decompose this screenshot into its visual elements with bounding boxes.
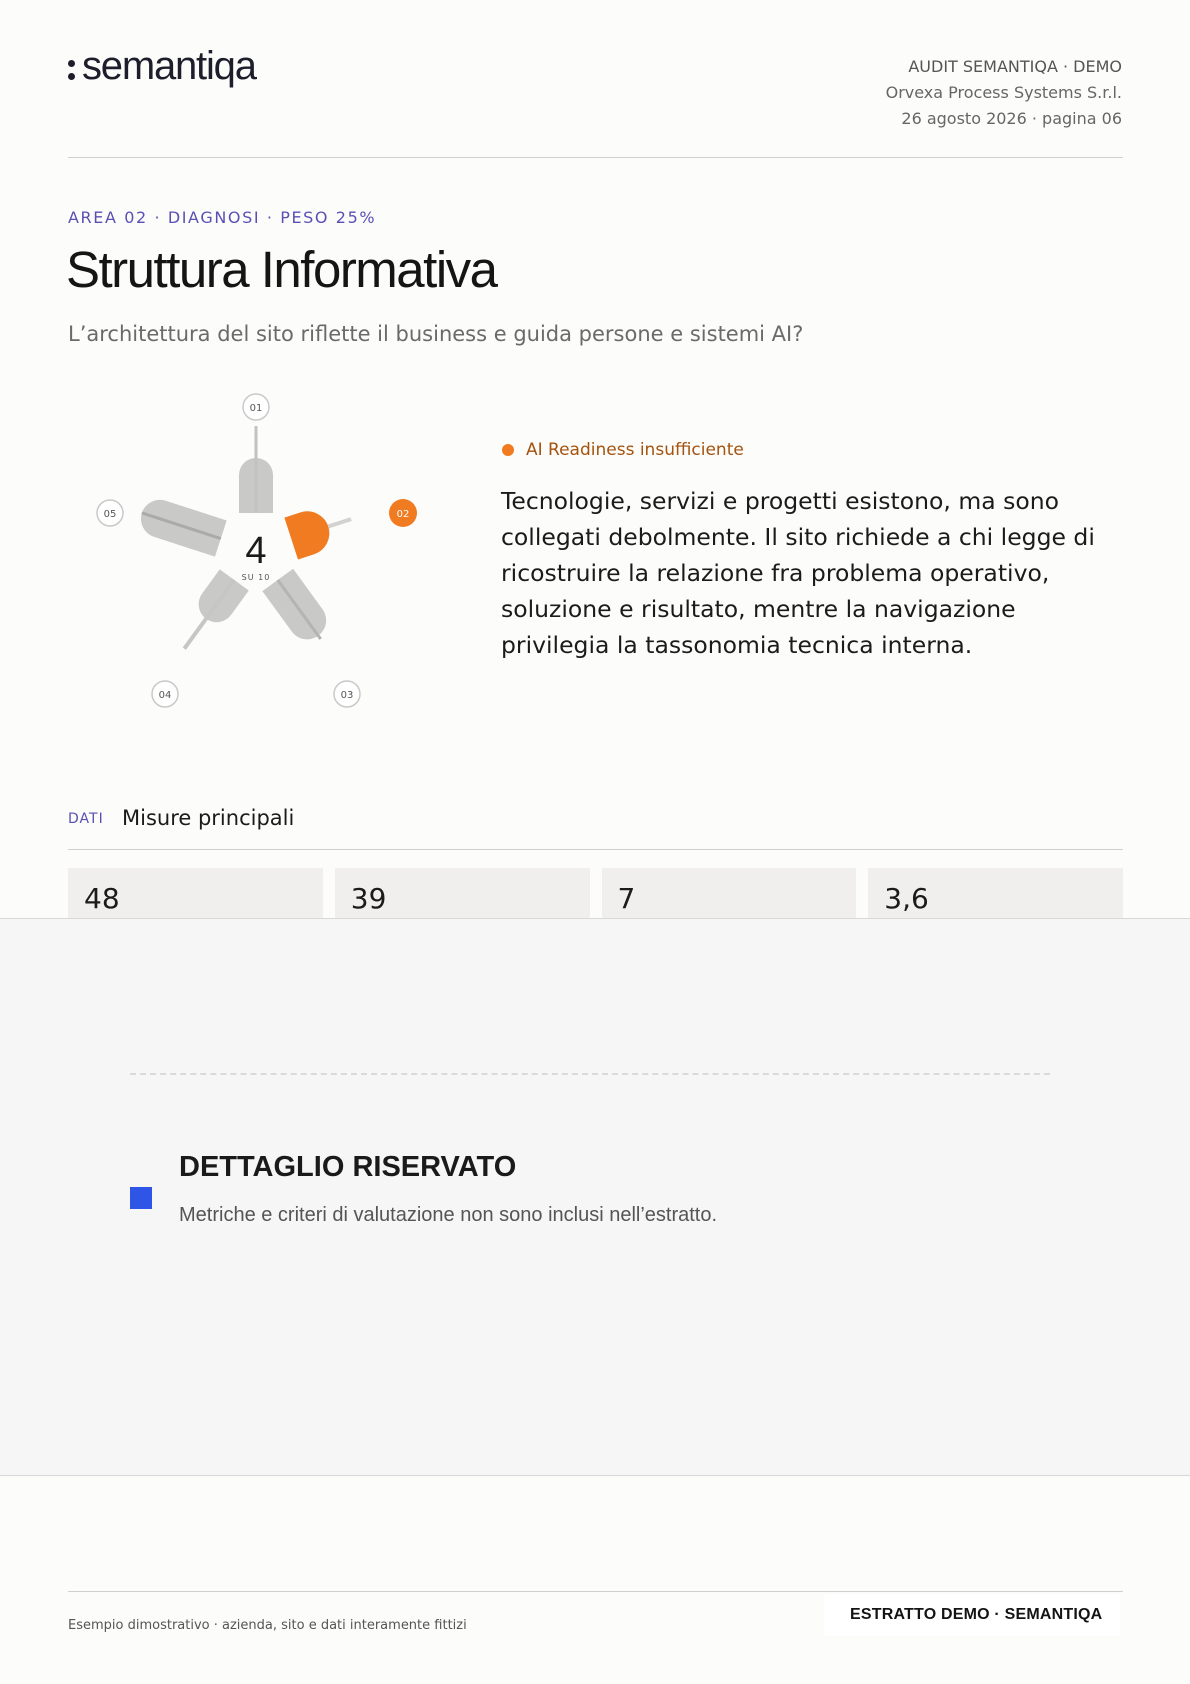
reserved-overlay — [0, 918, 1190, 1476]
meta-date-page: 26 agosto 2026 · pagina 06 — [901, 109, 1122, 128]
header-divider — [68, 157, 1123, 158]
dashed-divider — [130, 1073, 1050, 1075]
data-section-title: Misure principali — [122, 806, 295, 830]
data-divider — [68, 849, 1123, 850]
logo-text: semantiqa — [82, 44, 256, 88]
data-section-label: DATI — [68, 811, 104, 827]
petal-01 — [239, 426, 273, 513]
meta-audit: AUDIT SEMANTIQA · DEMO — [908, 57, 1122, 76]
meta-company: Orvexa Process Systems S.r.l. — [885, 83, 1122, 102]
reserved-title: DETTAGLIO RISERVATO — [179, 1151, 517, 1183]
label-03 — [334, 681, 360, 707]
svg-text:01: 01 — [249, 403, 263, 414]
metric-cards — [68, 868, 1123, 918]
metric-card: 39 — [335, 868, 590, 918]
score-chart-svg — [85, 388, 435, 718]
petal-04 — [170, 569, 249, 659]
page-title: Struttura Informativa — [66, 241, 497, 298]
center-score: 4 — [245, 530, 267, 572]
footer-divider — [68, 1591, 1123, 1592]
page-subtitle: L’architettura del sito riflette il business e guida persone e sistemi AI? — [68, 322, 804, 346]
metric-card: 3,6 — [868, 868, 1123, 918]
petal-02 — [284, 498, 358, 559]
status-dot-icon — [502, 444, 514, 456]
readiness-status — [502, 440, 744, 460]
logo — [68, 44, 256, 89]
center-caption: SU 10 — [241, 573, 271, 582]
svg-text:05: 05 — [103, 509, 117, 520]
footer-brand: ESTRATTO DEMO · SEMANTIQA — [850, 1606, 1103, 1623]
reserved-subtitle: Metriche e criteri di valutazione non sono inclusi nell’estratto. — [179, 1204, 718, 1226]
label-02 — [389, 499, 417, 527]
metric-card: 7 — [602, 868, 857, 918]
svg-text:03: 03 — [340, 690, 354, 701]
footer-disclaimer: Esempio dimostrativo · azienda, sito e dati interamente fittizi — [68, 1618, 467, 1633]
document-meta — [886, 54, 1122, 132]
svg-text:02: 02 — [396, 509, 410, 520]
section-kicker: AREA 02 · DIAGNOSI · PESO 25% — [68, 208, 377, 227]
label-05 — [97, 500, 123, 526]
assessment-text: Tecnologie, servizi e progetti esistono, ma sono collegati debolmente. Il sito richiede a chi legge di ricostruire la relazione fra problema operativo, soluzione e risultato, mentre la navigazione privilegia la tassonomia tecnica interna. — [501, 487, 1095, 659]
metric-card: 48 — [68, 868, 323, 918]
readiness-status-text: AI Readiness insufficiente — [526, 440, 744, 460]
logo-mark-icon — [68, 60, 75, 80]
label-01 — [243, 394, 269, 420]
score-chart — [85, 388, 435, 718]
reserved-square-icon — [130, 1187, 152, 1209]
svg-text:04: 04 — [158, 690, 172, 701]
petal-05 — [136, 495, 227, 557]
label-04 — [152, 681, 178, 707]
